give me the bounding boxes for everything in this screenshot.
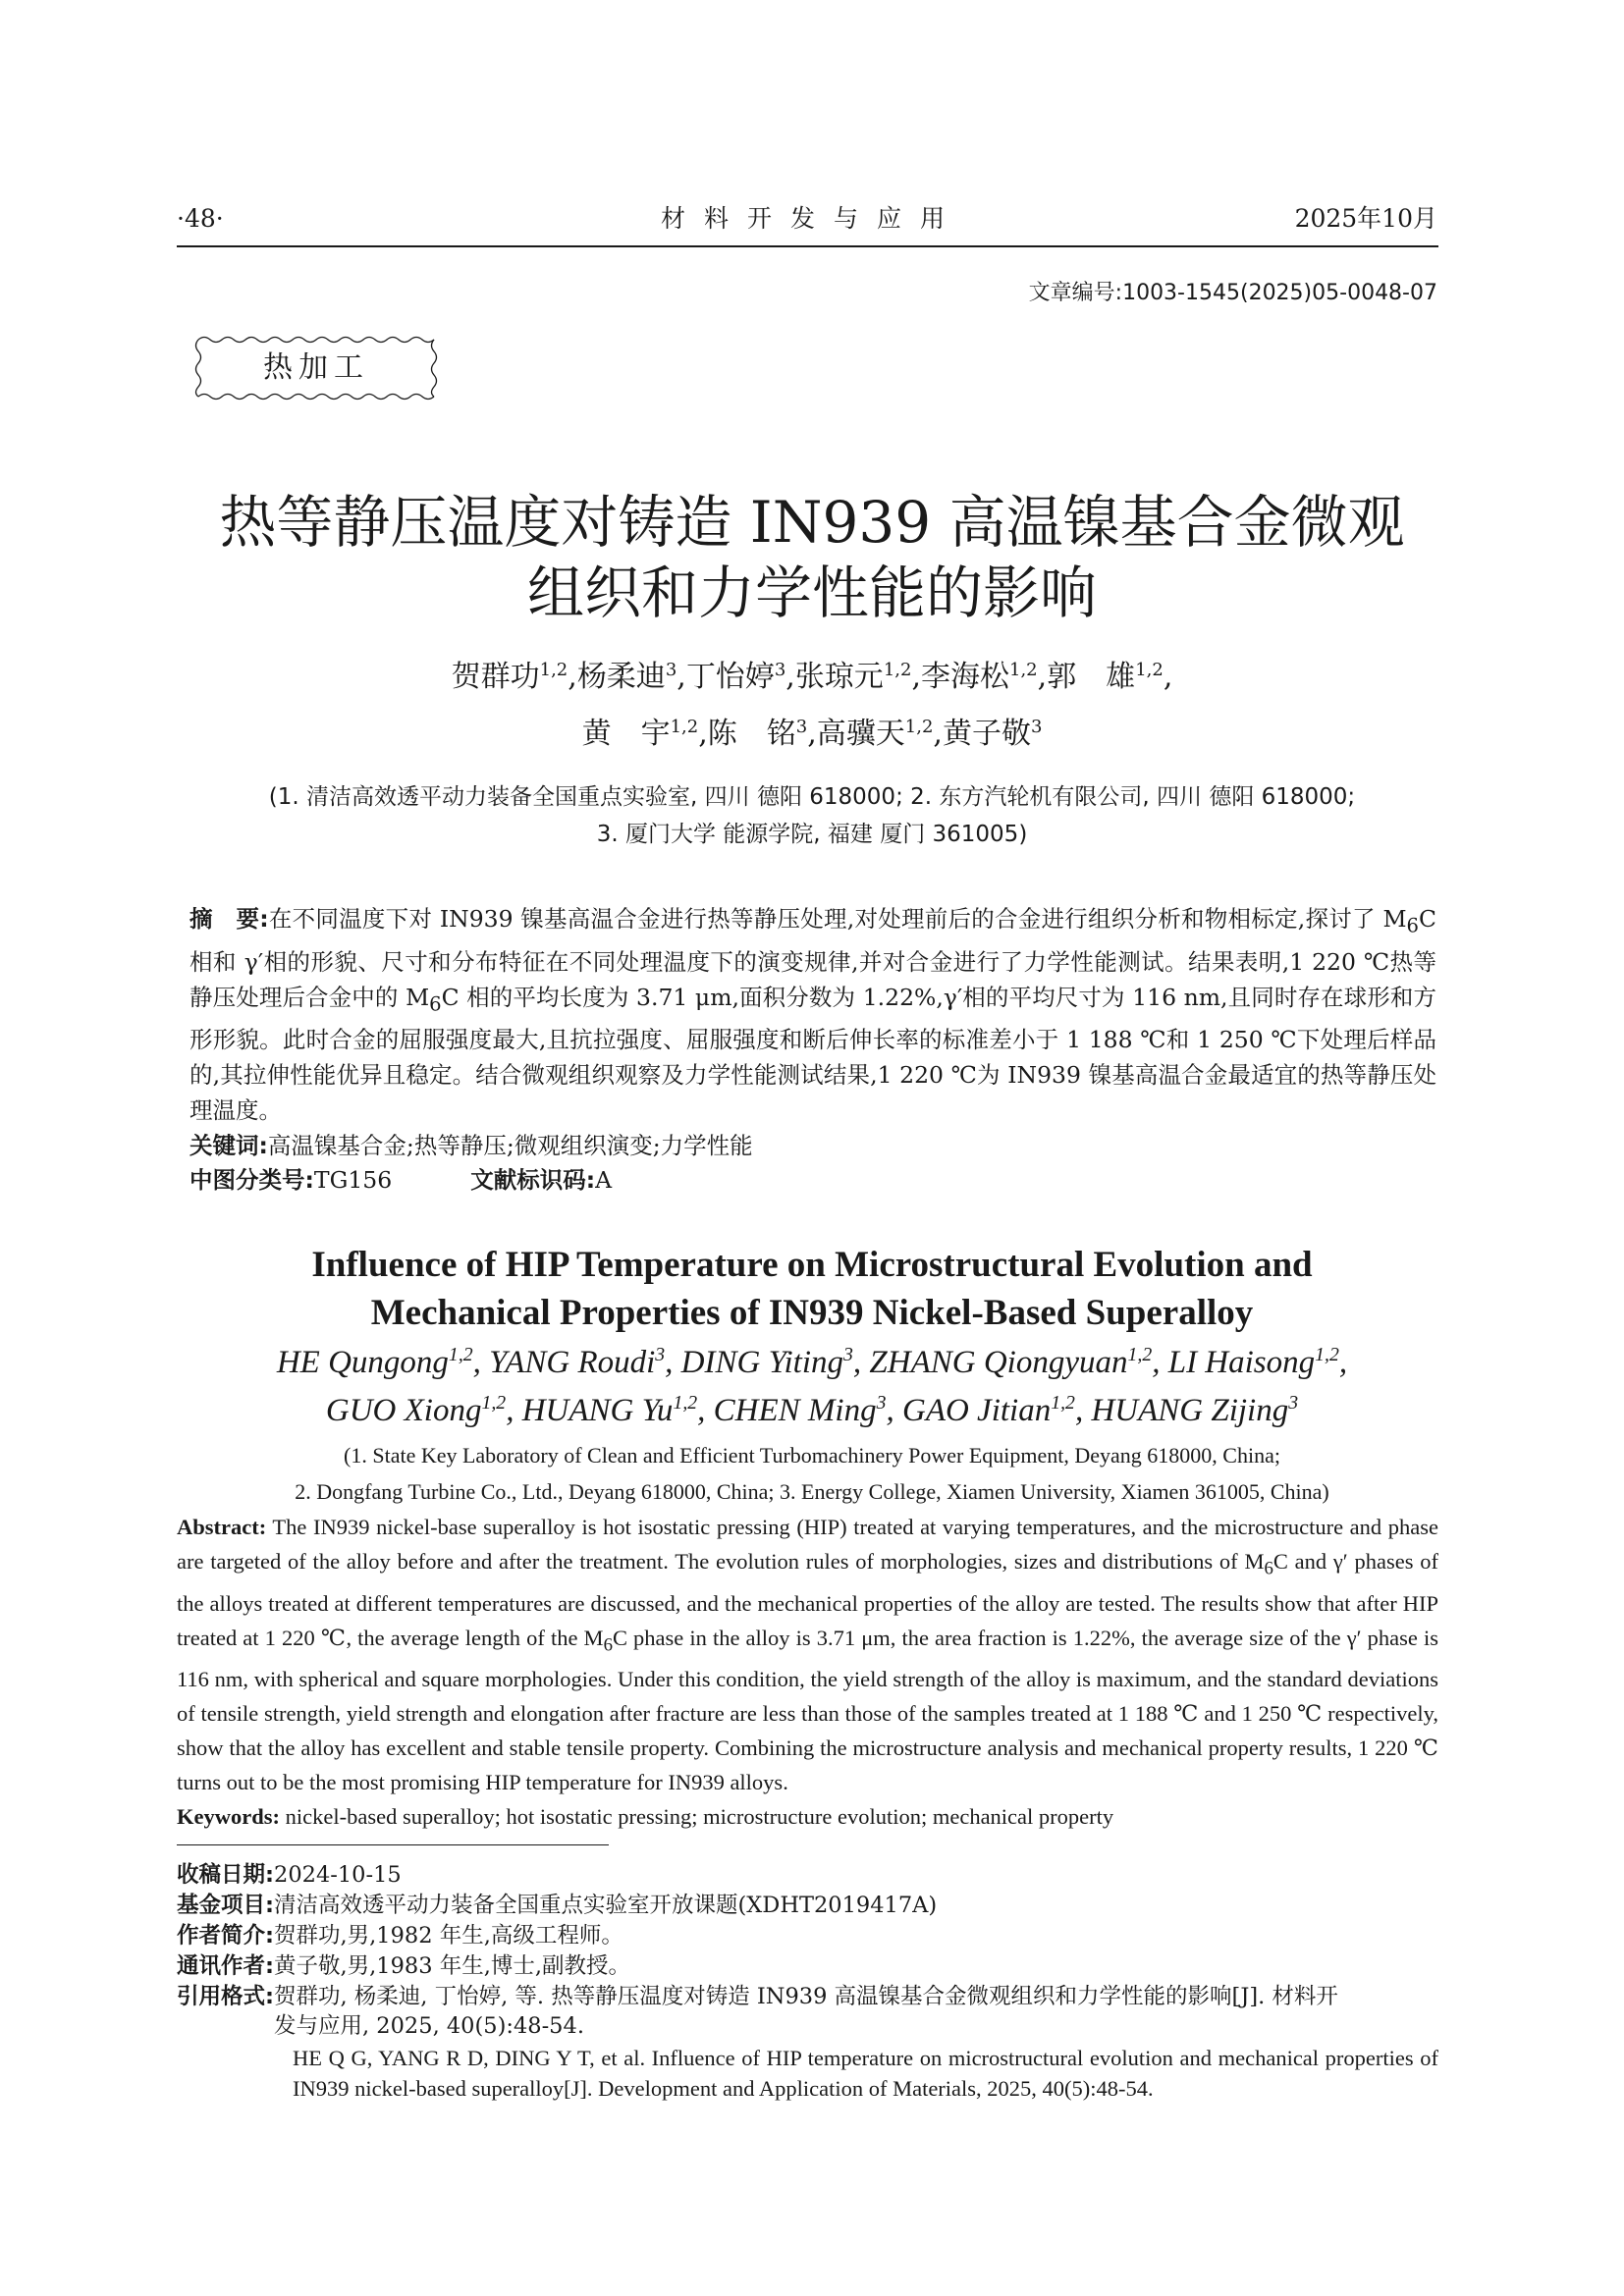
article-number: 文章编号:1003-1545(2025)05-0048-07 <box>1028 281 1437 305</box>
abstract-en: Abstract: The IN939 nickel-base superalloy is hot isostatic pressing (HIP) treated at varying temperatures, and the microstructure and phase are targeted of the alloy before and after the treatment. The evolution rules of morphologies, sizes and distributions of $M_6C$ and γ′ phases of the alloys treated at different temperatures are discussed, and the mechanical properties of the alloy are tested. The results show that after HIP treated at 1 220 ℃, the average length of the $M_6C$ phase in the alloy is 3.71 μm, the area fraction is 1.22%, the average size of the γ′ phase is 116 nm, with spherical and square morphologies. Under this condition, the yield strength of the alloy is maximum, and the standard deviations of tensile strength, yield strength and elongation after fracture are less than those of the samples treated at 1 188 ℃ and 1 250 ℃ respectively, show that the alloy has excellent and stable tensile property. Combining the microstructure analysis and mechanical property results, 1 220 ℃ turns out to be the most promising HIP temperature for IN939 alloys. <box>177 1515 1438 1794</box>
title-en-line-2: Mechanical Properties of IN939 Nickel-Based Superalloy <box>370 1293 1254 1333</box>
keywords-cn-text: 高温镍基合金;热等静压;微观组织演变;力学性能 <box>267 1132 753 1159</box>
title-cn-line-1: 热等静压温度对铸造 IN939 高温镍基合金微观 <box>219 489 1405 556</box>
received-date: 收稿日期:2024-10-15 <box>177 1862 402 1888</box>
classification-line <box>189 1162 1436 1198</box>
keywords-cn-label: 关键词: <box>189 1132 268 1159</box>
author-en: HUANG Zijing$^3$ <box>1091 1392 1299 1428</box>
journal-name: 材料开发与应用 <box>660 204 963 233</box>
author-cn: 黄子敬$^3$ <box>942 717 1043 751</box>
author-cn: 郭 雄$^{1,2}$ <box>1047 660 1164 694</box>
keywords-en-label: Keywords: <box>177 1804 280 1829</box>
authors-cn-line-1: 贺群功$^{1,2}$,杨柔迪$^3$,丁怡婷$^3$,张琼元$^{1,2}$,李海松$^{1,2}$,郭 雄$^{1,2}$, <box>451 660 1173 694</box>
author-bio: 作者简介:贺群功,男,1982 年生,高级工程师。 <box>177 1923 623 1949</box>
page-number: ·48· <box>177 204 224 233</box>
affiliations-cn-line-2: 3. 厦门大学 能源学院, 福建 厦门 361005) <box>596 822 1028 847</box>
authors-cn-line-2: 黄 宇$^{1,2}$,陈 铭$^3$,高骥天$^{1,2}$,黄子敬$^3$ <box>581 717 1043 751</box>
author-en: GUO Xiong$^{1,2}$ <box>325 1392 507 1428</box>
clc-label: 中图分类号: <box>189 1166 314 1194</box>
doc-code-label: 文献标识码: <box>470 1166 596 1194</box>
citation-en: HE Q G, YANG R D, DING Y T, et al. Influence of HIP temperature on microstructural evolution and mechanical properties of IN939 nickel-based superalloy[J]. Development and Application of Materials, 2025, 40(5):48-54. <box>293 2046 1438 2101</box>
authors-en-line-1: HE Qungong$^{1,2}$, YANG Roudi$^3$, DING Yiting$^3$, ZHANG Qiongyuan$^{1,2}$, LI Haisong$^{1,2}$, <box>276 1344 1348 1380</box>
author-en: GAO Jitian$^{1,2}$ <box>901 1392 1075 1428</box>
citation-cn: 引用格式:贺群功, 杨柔迪, 丁怡婷, 等. 热等静压温度对铸造 IN939 高温镍基合金微观组织和力学性能的影响[J]. 材料开发与应用, 2025, 40(5):48-54. <box>177 1984 1338 2039</box>
footnote-rule <box>177 1844 609 1845</box>
abstract-en-label: Abstract: <box>177 1515 267 1539</box>
author-en: DING Yiting$^3$ <box>680 1344 853 1380</box>
issue-date: 2025年10月 <box>1294 204 1437 233</box>
author-en: ZHANG Qiongyuan$^{1,2}$ <box>869 1344 1153 1380</box>
author-cn: 高骥天$^{1,2}$ <box>816 717 934 751</box>
header-rule <box>177 245 1438 247</box>
column-tag-label: 热加工 <box>263 350 369 385</box>
author-en: YANG Roudi$^3$ <box>489 1344 666 1380</box>
keywords-en <box>177 1802 1438 1832</box>
corresponding-author: 通讯作者:黄子敬,男,1983 年生,博士,副教授。 <box>177 1953 631 1979</box>
affiliations-en-line-2: 2. Dongfang Turbine Co., Ltd., Deyang 618000, China; 3. Energy College, Xiamen University, Xiamen 361005, China) <box>295 1479 1329 1504</box>
author-cn: 丁怡婷$^3$ <box>685 660 786 694</box>
abstract-cn: 摘 要:在不同温度下对 IN939 镍基高温合金进行热等静压处理,对处理前后的合金进行组织分析和物相标定,探讨了 $M_6C$ 相和 γ′相的形貌、尺寸和分布特征在不同处理温度下的演变规律,并对合金进行了力学性能测试。结果表明,1 220 ℃热等静压处理后合金中的 $M_6C$ 相的平均长度为 3.71 μm,面积分数为 1.22%,γ′相的平均尺寸为 116 nm,且同时存在球形和方形形貌。此时合金的屈服强度最大,且抗拉强度、屈服强度和断后伸长率的标准差小于 1 188 ℃和 1 250 ℃下处理后样品的,其拉伸性能优异且稳定。结合微观组织观察及力学性能测试结果,1 220 ℃为 IN939 镍基高温合金最适宜的热等静压处理温度。 <box>189 905 1436 1125</box>
clc-value: TG156 <box>313 1166 393 1194</box>
author-cn: 贺群功$^{1,2}$ <box>451 660 568 694</box>
title-cn-line-2: 组织和力学性能的影响 <box>526 560 1097 626</box>
author-cn: 陈 铭$^3$ <box>707 717 808 751</box>
abstract-cn-label: 摘 要: <box>189 905 269 933</box>
author-cn: 黄 宇$^{1,2}$ <box>581 717 699 751</box>
keywords-en-text: nickel-based superalloy; hot isostatic pressing; microstructure evolution; mechanical property <box>280 1804 1114 1829</box>
doc-code-value: A <box>595 1166 613 1194</box>
author-en: CHEN Ming$^3$ <box>713 1392 887 1428</box>
author-cn: 杨柔迪$^3$ <box>576 660 677 694</box>
affiliations-en-line-1: (1. State Key Laboratory of Clean and Efficient Turbomachinery Power Equipment, Deyang 618000, China; <box>344 1443 1280 1468</box>
affiliations-cn-line-1: (1. 清洁高效透平动力装备全国重点实验室, 四川 德阳 618000; 2. 东方汽轮机有限公司, 四川 德阳 618000; <box>268 784 1356 810</box>
author-cn: 李海松$^{1,2}$ <box>921 660 1038 694</box>
keywords-cn <box>189 1128 1436 1163</box>
title-en-line-1: Influence of HIP Temperature on Microstructural Evolution and <box>311 1245 1313 1285</box>
author-en: LI Haisong$^{1,2}$ <box>1167 1344 1339 1380</box>
authors-en-line-2: GUO Xiong$^{1,2}$, HUANG Yu$^{1,2}$, CHEN Ming$^3$, GAO Jitian$^{1,2}$, HUANG Zijing$^3$ <box>325 1392 1299 1428</box>
author-cn: 张琼元$^{1,2}$ <box>794 660 912 694</box>
fund-project: 基金项目:清洁高效透平动力装备全国重点实验室开放课题(XDHT2019417A) <box>177 1893 938 1918</box>
author-en: HE Qungong$^{1,2}$ <box>276 1344 473 1380</box>
column-tag <box>192 334 440 402</box>
author-en: HUANG Yu$^{1,2}$ <box>521 1392 698 1428</box>
